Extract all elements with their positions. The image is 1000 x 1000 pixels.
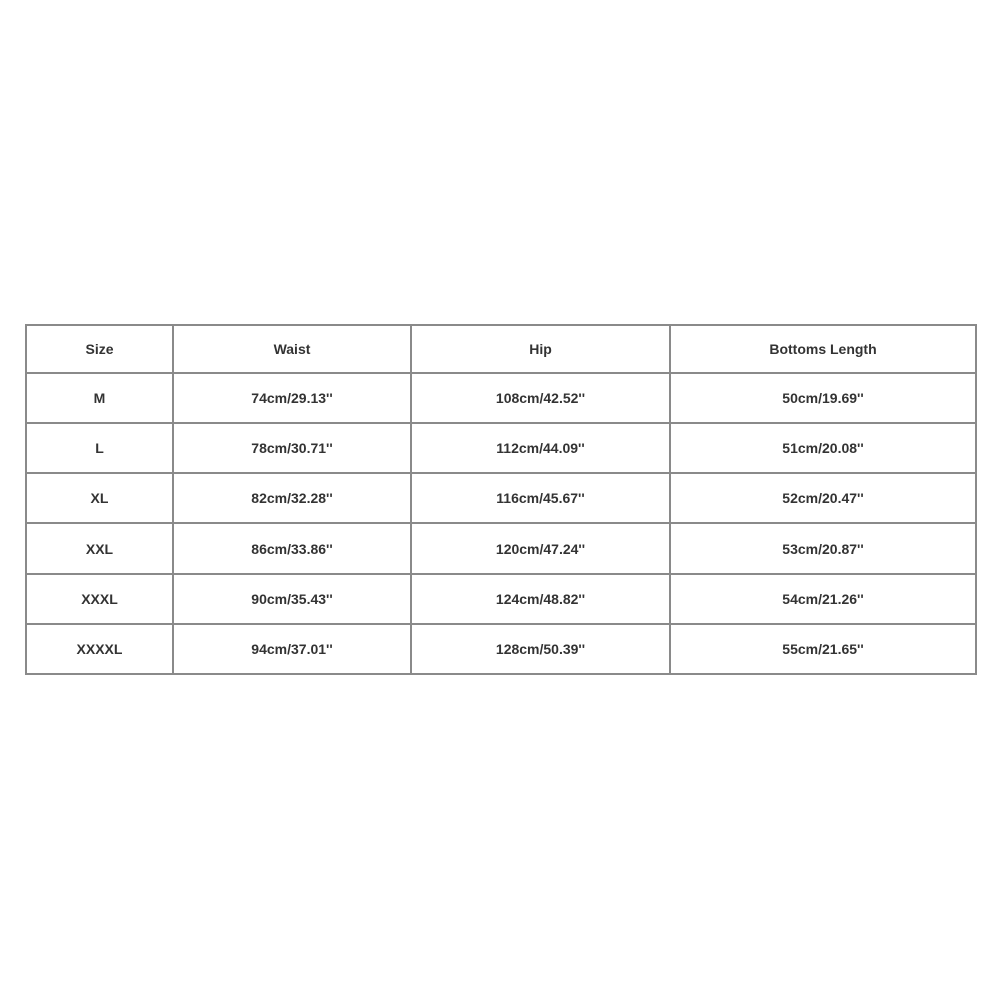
- cell-size: XXXXL: [26, 624, 173, 674]
- size-chart-table: [25, 324, 977, 675]
- cell-size: XXXL: [26, 574, 173, 624]
- header-size: Size: [26, 325, 173, 373]
- cell-size: XXL: [26, 523, 173, 573]
- cell-hip: 108cm/42.52'': [411, 373, 670, 423]
- cell-hip: 116cm/45.67'': [411, 473, 670, 523]
- cell-size: XL: [26, 473, 173, 523]
- cell-bottoms-length: 50cm/19.69'': [670, 373, 976, 423]
- cell-bottoms-length: 53cm/20.87'': [670, 523, 976, 573]
- table-header-row: [26, 325, 976, 373]
- cell-bottoms-length: 55cm/21.65'': [670, 624, 976, 674]
- cell-size: M: [26, 373, 173, 423]
- table-row: [26, 373, 976, 423]
- table-row: [26, 473, 976, 523]
- cell-waist: 82cm/32.28'': [173, 473, 411, 523]
- table-row: [26, 423, 976, 473]
- table-row: [26, 574, 976, 624]
- cell-hip: 124cm/48.82'': [411, 574, 670, 624]
- cell-waist: 78cm/30.71'': [173, 423, 411, 473]
- cell-waist: 94cm/37.01'': [173, 624, 411, 674]
- cell-bottoms-length: 54cm/21.26'': [670, 574, 976, 624]
- header-hip: Hip: [411, 325, 670, 373]
- table-row: [26, 624, 976, 674]
- cell-hip: 128cm/50.39'': [411, 624, 670, 674]
- cell-size: L: [26, 423, 173, 473]
- cell-waist: 86cm/33.86'': [173, 523, 411, 573]
- cell-waist: 74cm/29.13'': [173, 373, 411, 423]
- cell-hip: 112cm/44.09'': [411, 423, 670, 473]
- cell-bottoms-length: 52cm/20.47'': [670, 473, 976, 523]
- cell-hip: 120cm/47.24'': [411, 523, 670, 573]
- header-bottoms-length: Bottoms Length: [670, 325, 976, 373]
- table-row: [26, 523, 976, 573]
- cell-waist: 90cm/35.43'': [173, 574, 411, 624]
- cell-bottoms-length: 51cm/20.08'': [670, 423, 976, 473]
- header-waist: Waist: [173, 325, 411, 373]
